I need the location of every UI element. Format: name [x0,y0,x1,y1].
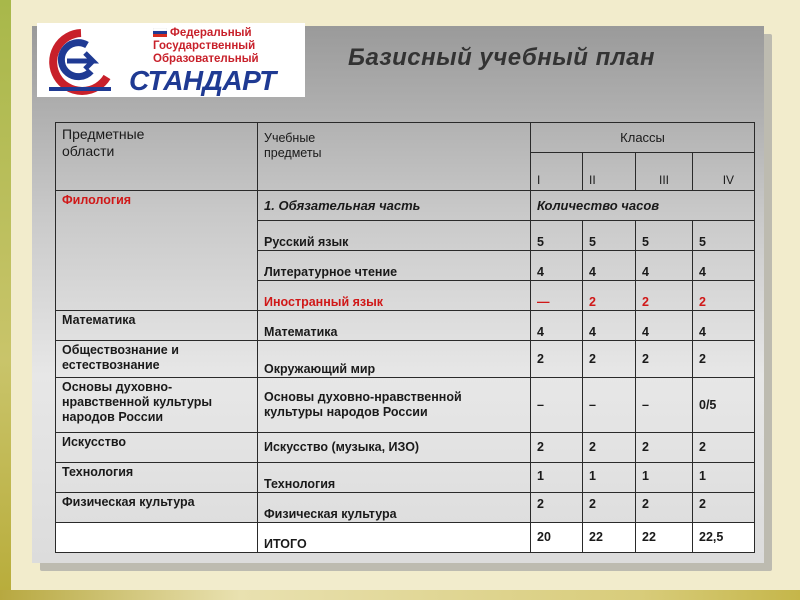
area-line: естествознание [62,358,160,372]
value-cell: 0/5 [693,378,755,433]
area-line: нравственной культуры [62,395,213,409]
subject-arts: Искусство (музыка, ИЗО) [258,433,531,463]
subject-physical-culture: Физическая культура [258,493,531,523]
table-row [56,463,755,493]
value-cell: – [531,378,583,433]
subject-mathematics: Математика [258,311,531,341]
value-cell: 4 [636,311,693,341]
value-cell: 5 [636,221,693,251]
value-cell: 2 [693,433,755,463]
value-cell: 4 [693,251,755,281]
value-cell: 2 [531,341,583,378]
value-cell: 4 [693,311,755,341]
value-cell: 2 [531,493,583,523]
value-cell: 2 [636,281,693,311]
total-value: 22 [583,523,636,553]
subject-literary-reading: Литературное чтение [258,251,531,281]
total-value: 22 [636,523,693,553]
russian-flag-icon [153,28,167,37]
value-cell: 4 [531,251,583,281]
subject-line: Основы духовно-нравственной [264,390,462,404]
value-cell: 2 [583,341,636,378]
value-cell: – [636,378,693,433]
value-cell: 2 [636,493,693,523]
subject-foreign-language: Иностранный язык [258,281,531,311]
area-line: народов России [62,410,164,424]
table-header-row [56,123,755,153]
logo-text-federal: Федеральный [170,27,252,39]
header-subjects [258,123,531,191]
value-cell: 1 [693,463,755,493]
fgos-emblem-icon [41,29,121,95]
area-arts: Искусство [56,433,258,463]
value-cell: 1 [636,463,693,493]
value-cell: 2 [531,433,583,463]
class-number-2: II [583,153,636,191]
fgos-logo [37,23,305,97]
value-cell: 2 [583,433,636,463]
area-spiritual-moral-culture [56,378,258,433]
value-cell: 4 [583,311,636,341]
curriculum-table [55,122,755,553]
value-cell: 4 [636,251,693,281]
table-row [56,433,755,463]
area-social-natural-science [56,341,258,378]
value-cell: 4 [531,311,583,341]
value-cell: 2 [693,493,755,523]
subject-spiritual-moral-culture [258,378,531,433]
class-number-4: IV [693,153,755,191]
total-area-blank [56,523,258,553]
value-cell: – [583,378,636,433]
area-technology: Технология [56,463,258,493]
table-row [56,378,755,433]
value-cell: — [531,281,583,311]
table-row [56,341,755,378]
value-cell: 4 [583,251,636,281]
value-cell: 2 [636,341,693,378]
header-area-line2: области [62,143,115,159]
section-hours: Количество часов [531,191,755,221]
table-row [56,493,755,523]
slide-bottom-border [0,590,800,600]
area-mathematics: Математика [56,311,258,341]
value-cell: 2 [636,433,693,463]
total-value: 22,5 [693,523,755,553]
value-cell: 2 [693,281,755,311]
class-number-3: III [636,153,693,191]
subject-technology: Технология [258,463,531,493]
total-value: 20 [531,523,583,553]
subject-line: культуры народов России [264,405,428,419]
subject-world-around: Окружающий мир [258,341,531,378]
value-cell: 5 [583,221,636,251]
slide-title: Базисный учебный план [348,44,656,71]
logo-text-educational: Образовательный [153,53,259,65]
value-cell: 2 [583,281,636,311]
total-row [56,523,755,553]
value-cell: 2 [693,341,755,378]
area-line: Обществознание и [62,343,179,357]
value-cell: 2 [583,493,636,523]
slide-left-border [0,0,11,600]
logo-text-state: Государственный [153,40,256,52]
subject-russian: Русский язык [258,221,531,251]
area-philology: Филология [56,191,258,311]
value-cell: 5 [531,221,583,251]
header-subject-areas [56,123,258,191]
section-row [56,191,755,221]
class-number-1: I [531,153,583,191]
header-subject-line1: Учебные [264,131,316,145]
header-classes: Классы [531,123,755,153]
value-cell: 1 [531,463,583,493]
area-line: Основы духовно- [62,380,173,394]
header-subject-line2: предметы [264,146,322,160]
value-cell: 1 [583,463,636,493]
area-physical-culture: Физическая культура [56,493,258,523]
value-cell: 5 [693,221,755,251]
total-label: ИТОГО [258,523,531,553]
section-label: 1. Обязательная часть [258,191,531,221]
header-area-line1: Предметные [62,126,145,142]
logo-text-standard: СТАНДАРТ [129,65,276,96]
table-row [56,311,755,341]
